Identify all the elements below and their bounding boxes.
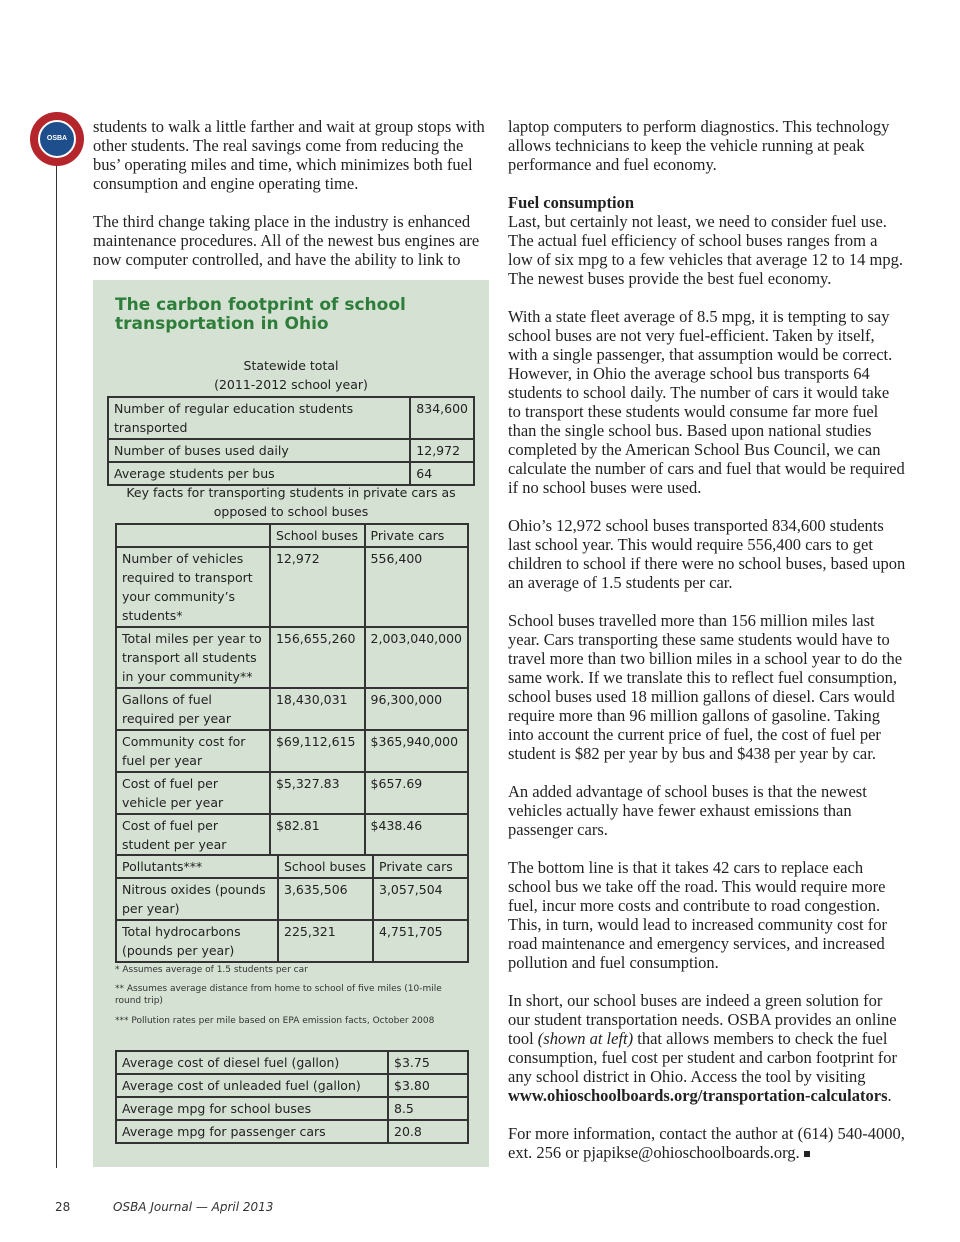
keyfacts-table xyxy=(115,523,469,857)
row-buses: 12,972 xyxy=(270,547,365,627)
right-paragraph-2: With a state fleet average of 8.5 mpg, it is tempting to say school buses are not very fuel-efficient. Taken by itself, with a single passenger, that assumption would be correct. However, in Ohio the average school bus transports 64 students to school daily. The number of cars it would take to transport these students would consume far more fuel than the single school bus. Based upon national studies completed by the American School Bus Council, we can calculate the number of cars and fuel that would be required if no school buses were used. xyxy=(508,307,905,497)
row-buses: 156,655,260 xyxy=(270,627,365,688)
statewide-table xyxy=(107,396,475,486)
header-pollutants: Pollutants*** xyxy=(116,855,278,878)
row-buses: 3,635,506 xyxy=(278,878,373,920)
row-label: Nitrous oxides (pounds per year) xyxy=(116,878,278,920)
right-paragraph-8: For more information, contact the author at (614) 540-4000, ext. 256 or pjapikse@ohioschoolboards.org. xyxy=(508,1124,905,1162)
row-cars: 3,057,504 xyxy=(373,878,468,920)
table-row xyxy=(108,397,474,439)
table-header-row xyxy=(116,855,468,878)
row-value: 834,600 xyxy=(410,397,474,439)
page-number: 28 xyxy=(55,1200,71,1214)
row-buses: 18,430,031 xyxy=(270,688,365,730)
table-row xyxy=(116,730,468,772)
right-paragraph-5: An added advantage of school buses is that the newest vehicles actually have fewer exhaust emissions than passenger cars. xyxy=(508,782,867,839)
row-cars: 4,751,705 xyxy=(373,920,468,962)
table-row xyxy=(116,920,468,962)
row-label: Cost of fuel per vehicle per year xyxy=(116,772,270,814)
table-row xyxy=(108,462,474,485)
row-label: Community cost for fuel per year xyxy=(116,730,270,772)
row-label: Total hydrocarbons (pounds per year) xyxy=(116,920,278,962)
journal-footer: OSBA Journal — April 2013 xyxy=(113,1200,274,1214)
right-column-text xyxy=(508,117,906,1181)
row-cars: 556,400 xyxy=(365,547,468,627)
footnote-3: *** Pollution rates per mile based on EPA emission facts, October 2008 xyxy=(115,1016,435,1026)
row-label: Total miles per year to transport all students in your community** xyxy=(116,627,270,688)
row-buses: $69,112,615 xyxy=(270,730,365,772)
carbon-footprint-sidebar xyxy=(93,280,489,1167)
section-heading-fuel-consumption: Fuel consumption xyxy=(508,193,635,212)
footnote-1: * Assumes average of 1.5 students per car xyxy=(115,965,308,975)
row-label: Average mpg for school buses xyxy=(116,1097,388,1120)
row-value: 64 xyxy=(410,462,474,485)
row-value: 12,972 xyxy=(410,439,474,462)
pollutants-table xyxy=(115,854,469,963)
row-label: Number of buses used daily xyxy=(108,439,410,462)
table-row xyxy=(116,1051,468,1074)
left-paragraph-2: The third change taking place in the industry is enhanced maintenance procedures. All of the newest bus engines are now computer controlled, and have the ability to link to xyxy=(93,212,480,269)
table-row xyxy=(116,1120,468,1143)
row-label: Average cost of unleaded fuel (gallon) xyxy=(116,1074,388,1097)
row-cars: 2,003,040,000 xyxy=(365,627,468,688)
right-paragraph-3: Ohio’s 12,972 school buses transported 834,600 students last school year. This would require 556,400 cars to get children to school if there were no school buses, based upon an average of 1.5 students per car. xyxy=(508,516,906,592)
row-value: $3.80 xyxy=(388,1074,468,1097)
row-buses: 225,321 xyxy=(278,920,373,962)
row-label: Cost of fuel per student per year xyxy=(116,814,270,856)
table-row xyxy=(108,439,474,462)
table-row xyxy=(116,1074,468,1097)
table-row xyxy=(116,878,468,920)
table-row xyxy=(116,547,468,627)
right-paragraph-7: In short, our school buses are indeed a green solution for our student transportation needs. OSBA provides an online tool (shown at left) that allows members to check the fuel consumption, fuel cost per student and carbon footprint for any school district in Ohio. Access the tool by visiting www.ohioschoolboards.org/transportation-calculators. xyxy=(508,991,898,1105)
table-row xyxy=(116,814,468,856)
margin-rule xyxy=(56,148,57,1168)
table-header-row xyxy=(116,524,468,547)
row-cars: $438.46 xyxy=(365,814,468,856)
header-private-cars: Private cars xyxy=(373,855,468,878)
osba-seal-logo: OSBA xyxy=(30,112,84,166)
right-paragraph-6: The bottom line is that it takes 42 cars to replace each school bus we take off the road. This would require more fuel, incur more costs and contribute to road congestion. This, in turn, would lead to increased community cost for road maintenance and emergency services, and increased pollution and fuel consumption. xyxy=(508,858,887,972)
row-buses: $82.81 xyxy=(270,814,365,856)
right-paragraph-0: laptop computers to perform diagnostics. This technology allows technicians to keep the vehicle running at peak performance and fuel economy. xyxy=(508,117,890,174)
end-mark-icon xyxy=(804,1151,810,1157)
row-label: Number of regular education students transported xyxy=(108,397,410,439)
row-value: 20.8 xyxy=(388,1120,468,1143)
left-paragraph-1: students to walk a little farther and wait at group stops with other students. The real savings come from reducing the bus’ operating miles and time, which minimizes both fuel consumption and engine operating time. xyxy=(93,117,485,193)
row-label: Average cost of diesel fuel (gallon) xyxy=(116,1051,388,1074)
row-label: Number of vehicles required to transport your community’s students* xyxy=(116,547,270,627)
left-column-text xyxy=(93,117,491,288)
table-row xyxy=(116,688,468,730)
keyfacts-heading: Key facts for transporting students in private cars as opposed to school buses xyxy=(126,485,456,519)
row-value: $3.75 xyxy=(388,1051,468,1074)
row-cars: 96,300,000 xyxy=(365,688,468,730)
header-private-cars: Private cars xyxy=(365,524,468,547)
header-school-buses: School buses xyxy=(278,855,373,878)
row-cars: $657.69 xyxy=(365,772,468,814)
sidebar-title: The carbon footprint of school transportation in Ohio xyxy=(115,295,406,334)
row-label: Average students per bus xyxy=(108,462,410,485)
table-row xyxy=(116,1097,468,1120)
calculator-link[interactable]: www.ohioschoolboards.org/transportation-calculators xyxy=(508,1086,888,1105)
statewide-heading: Statewide total xyxy=(243,358,339,373)
footnote-2: ** Assumes average distance from home to school of five miles (10-mile round trip) xyxy=(115,984,442,1006)
right-paragraph-1: Last, but certainly not least, we need to consider fuel use. The actual fuel efficiency of school buses ranges from a low of six mpg to a few vehicles that average 12 to 14 mpg. The newest buses provide the best fuel economy. xyxy=(508,212,903,288)
row-label: Gallons of fuel required per year xyxy=(116,688,270,730)
statewide-subheading: (2011-2012 school year) xyxy=(214,377,368,392)
header-school-buses: School buses xyxy=(270,524,365,547)
averages-table xyxy=(115,1050,469,1144)
row-value: 8.5 xyxy=(388,1097,468,1120)
row-buses: $5,327.83 xyxy=(270,772,365,814)
row-cars: $365,940,000 xyxy=(365,730,468,772)
table-row xyxy=(116,627,468,688)
header-blank xyxy=(116,524,270,547)
table-row xyxy=(116,772,468,814)
row-label: Average mpg for passenger cars xyxy=(116,1120,388,1143)
right-paragraph-4: School buses travelled more than 156 million miles last year. Cars transporting these same students would have to travel more than two billion miles in a school year to do the same work. If we translate this to reflect fuel consumption, school buses used 18 million gallons of diesel. Cars would require more than 96 million gallons of gasoline. Taking into account the current price of fuel, the cost of fuel per student is $82 per year by bus and $438 per year by car. xyxy=(508,611,903,763)
